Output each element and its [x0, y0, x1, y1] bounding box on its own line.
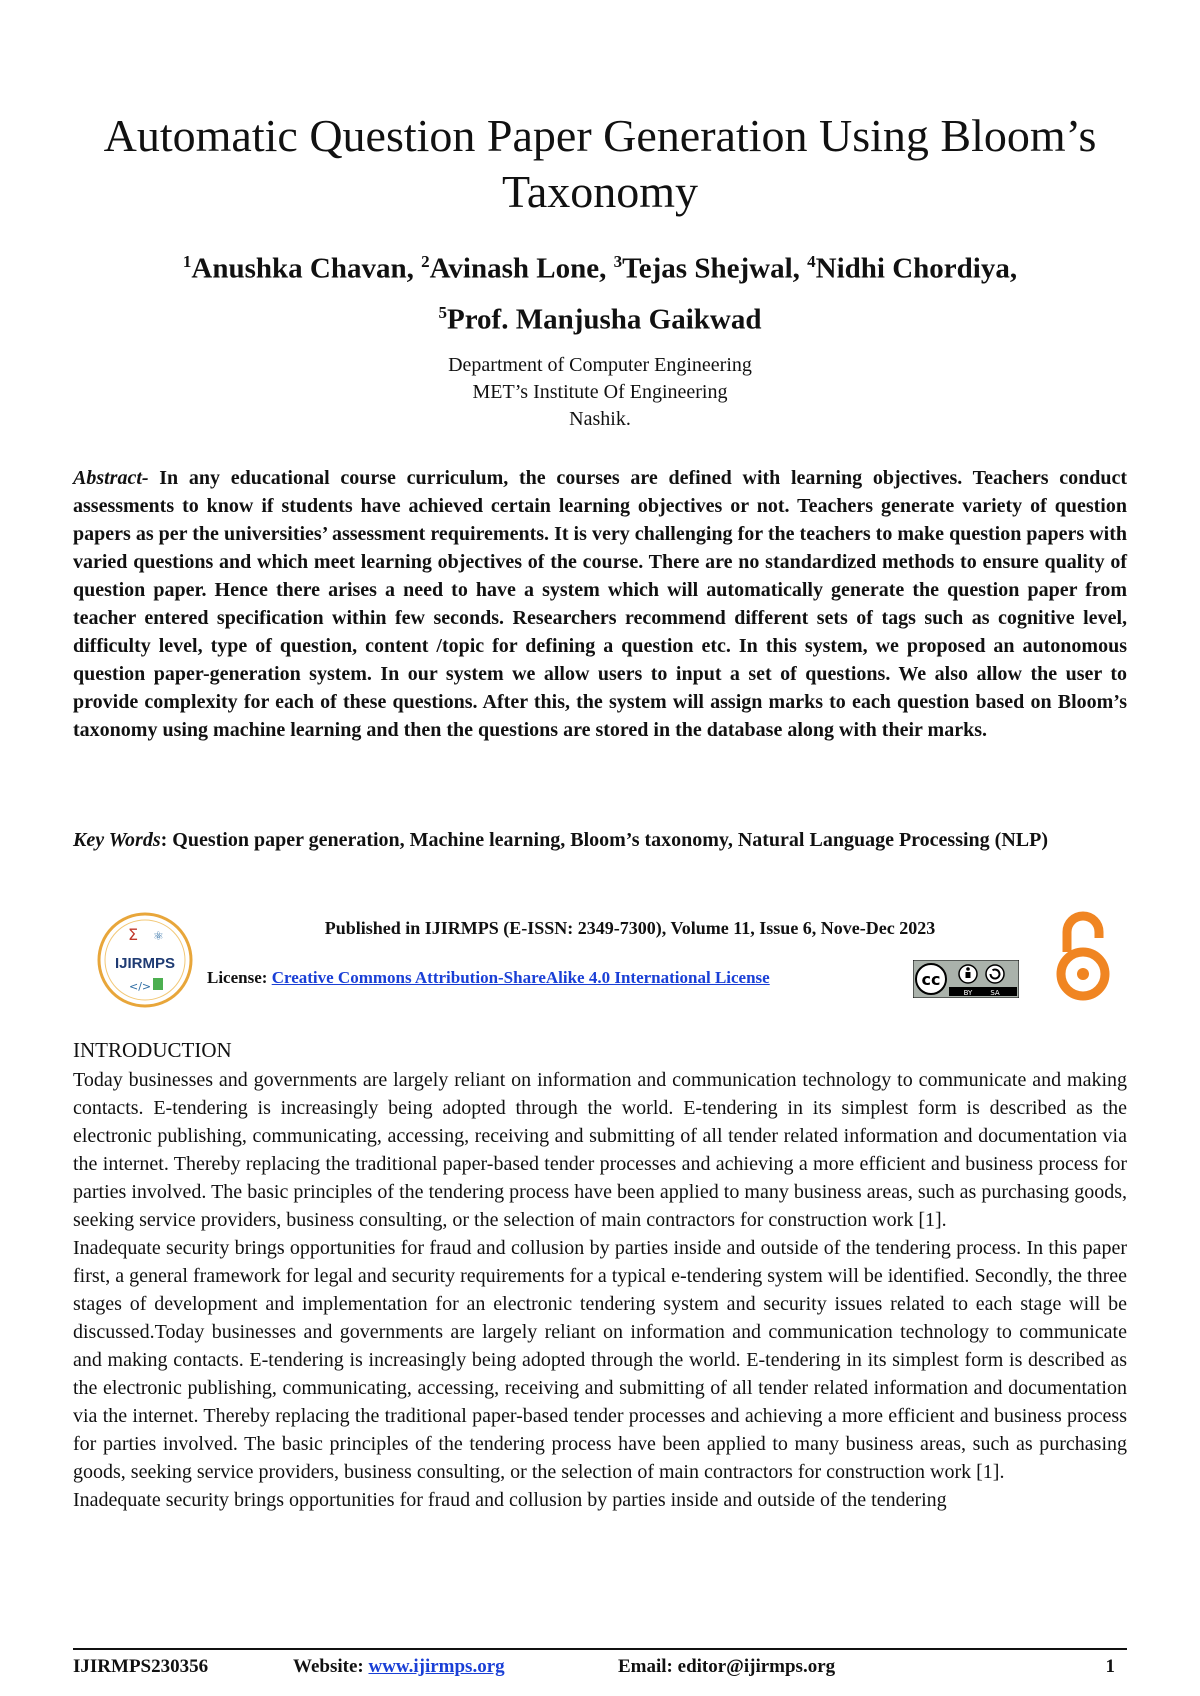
paper-id: IJIRMPS230356	[73, 1656, 209, 1677]
journal-logo	[95, 910, 195, 1010]
cc-mark-text: cc	[921, 970, 941, 989]
introduction-heading: INTRODUCTION	[73, 1038, 232, 1062]
abstract	[73, 464, 1127, 744]
cc-by-text: BY	[963, 989, 973, 997]
affiliation	[60, 352, 1140, 433]
department: Department of Computer Engineering	[448, 354, 752, 376]
footer-rule	[73, 1648, 1127, 1650]
introduction-body	[73, 1066, 1127, 1514]
abstract-label: Abstract-	[73, 467, 149, 489]
intro-paragraph: Inadequate security brings opportunities for fraud and collusion by parties inside and outside of the tendering process. In this paper first, a general framework for legal and security requirements for a typical e-tendering system will be identified. Secondly, the three stages of development and implementation for an electronic tendering system and security issues related to each stage will be discussed.Today businesses and governments are largely reliant on information and communication technology to communicate and making contacts. E-tendering is increasingly being adopted through the world. E-tendering in its simplest form is described as the electronic publishing, communicating, accessing, receiving and submitting of all tender related information and documentation via the internet. Thereby replacing the traditional paper-based tender processes and achieving a more efficient and business process for parties involved. The basic principles of the tendering process have been applied to many business areas, such as purchasing goods, seeking service providers, business consulting, or the selection of main contractors for construction work [1].	[73, 1237, 1127, 1483]
website-label: Website:	[293, 1656, 369, 1677]
paper-title: Automatic Question Paper Generation Using Bloom’s Taxonomy	[103, 110, 1097, 217]
author-separator: ,	[599, 252, 614, 285]
author-number: 5	[438, 302, 447, 322]
license-link[interactable]: Creative Commons Attribution-ShareAlike 4.0 International License	[271, 968, 770, 987]
sigma-icon: Σ	[128, 925, 139, 944]
license-line	[207, 968, 770, 988]
city: Nashik.	[569, 408, 631, 430]
institute: MET’s Institute Of Engineering	[472, 381, 728, 403]
keywords	[73, 826, 1127, 854]
author-name: Tejas Shejwal	[622, 252, 793, 285]
cc-by-sa-icon	[913, 960, 1019, 998]
author-separator: ,	[406, 252, 422, 285]
keywords-label: Key Words	[73, 829, 161, 851]
atom-icon: ⚛	[153, 929, 164, 943]
author-number: 3	[613, 252, 623, 271]
author-number: 4	[807, 252, 816, 271]
author-number: 1	[182, 252, 192, 271]
page-number: 1	[1105, 1656, 1115, 1677]
intro-paragraph: Inadequate security brings opportunities for fraud and collusion by parties inside and outside of the tendering	[73, 1489, 947, 1511]
logo-text: IJIRMPS	[114, 955, 176, 972]
author-name: Avinash Lone	[429, 252, 600, 285]
author-list	[60, 240, 1140, 341]
book-icon	[153, 978, 163, 990]
intro-paragraph: Today businesses and governments are largely reliant on information and communication technology to communicate and making contacts. E-tendering is increasingly being adopted through the world. E-tendering in its simplest form is described as the electronic publishing, communicating, accessing, receiving and submitting of all tender related information and documentation via the internet. Thereby replacing the traditional paper-based tender processes and achieving a more efficient and business process for parties involved. The basic principles of the tendering process have been applied to many business areas, such as purchasing goods, seeking service providers, business consulting, or the selection of main contractors for construction work [1].	[73, 1069, 1127, 1231]
publication-info: Published in IJIRMPS (E-ISSN: 2349-7300), Volume 11, Issue 6, Nove-Dec 2023	[324, 918, 936, 938]
author-name: Nidhi Chordiya	[815, 252, 1010, 285]
author-line-1	[60, 240, 1140, 291]
abstract-text: In any educational course curriculum, the courses are defined with learning objectives. Teachers conduct assessments to know if students have achieved certain learning objectives or not. Teachers generate variety of question papers as per the universities’ assessment requirements. It is very challenging for the teachers to make question papers with varied questions and which meet learning objectives of the course. There are no standardized methods to ensure quality of question paper. Hence there arises a need to have a system which will automatically generate the question paper from teacher entered specification within few seconds. Researchers recommend different sets of tags such as cognitive level, difficulty level, type of question, content /topic for defining a question etc. In this system, we proposed an autonomous question paper-generation system. In our system we allow users to input a set of questions. We also allow the user to provide complexity for each of these questions. After this, the system will assign marks to each question based on Bloom’s taxonomy using machine learning and then the questions are stored in the database along with their marks.	[73, 467, 1127, 741]
author-name: Anushka Chavan	[191, 252, 407, 285]
website-info	[293, 1656, 505, 1678]
page-footer	[73, 1656, 1127, 1684]
open-access-icon	[1053, 910, 1113, 1002]
keywords-text: : Question paper generation, Machine learning, Bloom’s taxonomy, Natural Language Processing (NLP)	[160, 829, 1049, 851]
author-number: 2	[421, 252, 430, 271]
author-separator: ,	[792, 252, 808, 285]
author-line-2	[60, 291, 1140, 342]
author-separator: ,	[1009, 252, 1018, 285]
license-label: License:	[207, 968, 272, 987]
cc-sa-text: SA	[990, 989, 1000, 997]
email-info: Email: editor@ijirmps.org	[618, 1656, 836, 1677]
code-icon: </>	[129, 980, 152, 993]
author-name: Prof. Manjusha Gaikwad	[447, 303, 762, 336]
website-link[interactable]: www.ijirmps.org	[368, 1656, 505, 1677]
